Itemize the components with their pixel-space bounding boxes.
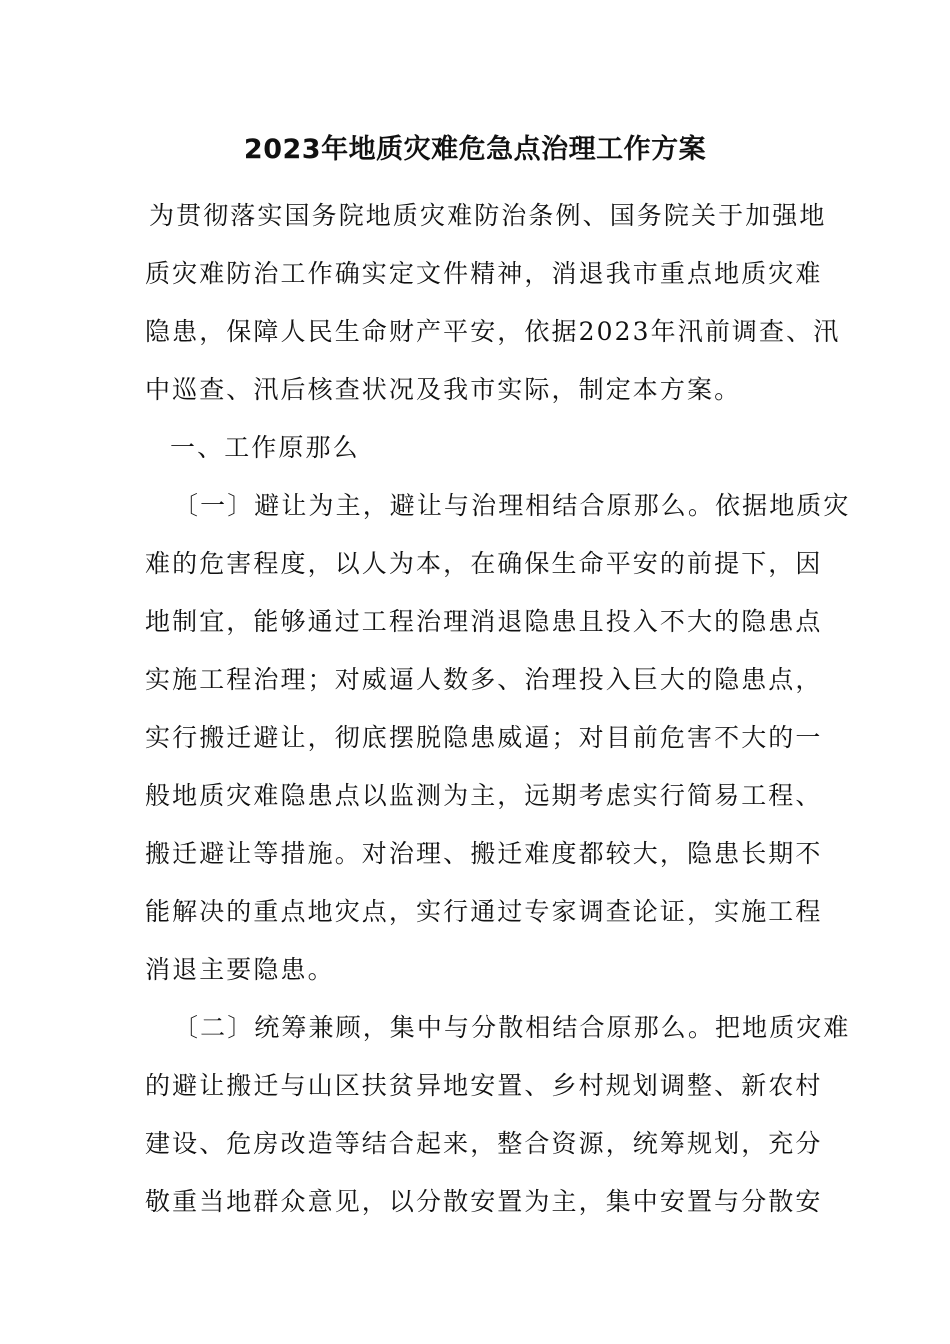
paragraph-2-line-2: 的避让搬迁与山区扶贫异地安置、乡村规划调整、新农村	[145, 1071, 823, 1100]
paragraph-2-line-3: 建设、危房改造等结合起来，整合资源，统筹规划，充分	[145, 1129, 823, 1158]
section-heading-1: 一、工作原那么	[170, 433, 360, 462]
paragraph-intro-line-1: 为贯彻落实国务院地质灾难防治条例、国务院关于加强地	[149, 201, 827, 230]
paragraph-2-line-4: 敬重当地群众意见，以分散安置为主，集中安置与分散安	[145, 1187, 823, 1216]
paragraph-intro-line-2: 质灾难防治工作确实定文件精神，消退我市重点地质灾难	[145, 259, 823, 288]
paragraph-1-line-5: 实行搬迁避让，彻底摆脱隐患威逼；对目前危害不大的一	[145, 723, 823, 752]
paragraph-1-line-2: 难的危害程度，以人为本，在确保生命平安的前提下，因	[145, 549, 823, 578]
paragraph-intro-line-3: 隐患，保障人民生命财产平安，依据2023年汛前调查、汛	[145, 317, 841, 346]
paragraph-1-line-8: 能解决的重点地灾点，实行通过专家调查论证，实施工程	[145, 897, 823, 926]
paragraph-intro-line-4: 中巡查、汛后核查状况及我市实际，制定本方案。	[145, 375, 742, 404]
paragraph-1-line-7: 搬迁避让等措施。对治理、搬迁难度都较大，隐患长期不	[145, 839, 823, 868]
paragraph-1-line-1: 〔一〕避让为主，避让与治理相结合原那么。依据地质灾	[173, 491, 851, 520]
document-title: 2023年地质灾难危急点治理工作方案	[243, 134, 707, 165]
paragraph-1-line-9: 消退主要隐患。	[145, 955, 335, 984]
paragraph-1-line-4: 实施工程治理；对威逼人数多、治理投入巨大的隐患点，	[145, 665, 823, 694]
paragraph-1-line-6: 般地质灾难隐患点以监测为主，远期考虑实行简易工程、	[145, 781, 823, 810]
paragraph-2-line-1: 〔二〕统筹兼顾，集中与分散相结合原那么。把地质灾难	[173, 1013, 851, 1042]
paragraph-1-line-3: 地制宜，能够通过工程治理消退隐患且投入不大的隐患点	[145, 607, 823, 636]
